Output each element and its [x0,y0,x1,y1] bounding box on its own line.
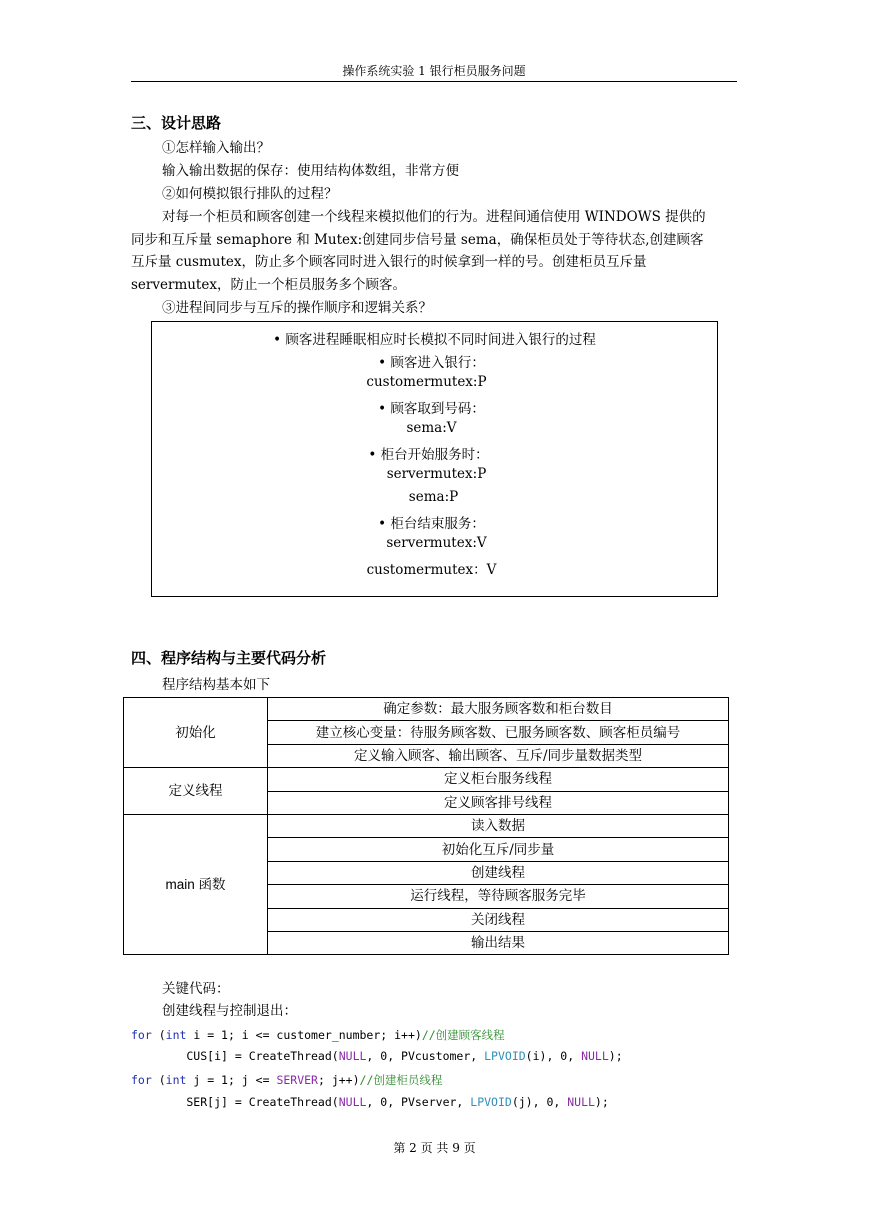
section-3-heading: 三、设计思路 [131,114,222,132]
item-cell: 初始化互斥/同步量 [268,838,729,861]
code-macro: NULL [581,1049,609,1063]
code-macro: NULL [567,1095,595,1109]
item-cell: 定义柜台服务线程 [268,768,729,791]
group-cell: main 函数 [124,814,268,954]
item-cell: 读入数据 [268,814,729,837]
item-cell: 定义顾客排号线程 [268,791,729,814]
code-text: ); [608,1049,623,1063]
page-footer: 第 2 页 共 9 页 [393,1141,476,1155]
answer-2-paragraph [131,206,737,296]
code-text: ( [151,1028,166,1042]
answer-2-line: servermutex，防止一个柜员服务多个顾客。 [131,276,406,293]
code-text: SER[j] = CreateThread( [131,1095,339,1109]
code-type: LPVOID [484,1049,526,1063]
box-line: servermutex:P [386,466,487,482]
box-line: servermutex:V [386,535,487,551]
table-row [124,768,729,791]
code-text: i = 1; i <= customer_number; i++) [186,1028,422,1042]
box-line: • 柜台结束服务： [378,516,485,532]
question-3: ③进程间同步与互斥的操作顺序和逻辑关系？ [162,300,432,316]
box-line: • 顾客进程睡眠相应时长模拟不同时间进入银行的过程 [273,332,596,348]
item-cell: 建立核心变量：待服务顾客数、已服务顾客数、顾客柜员编号 [268,721,729,744]
program-structure-table [123,697,729,955]
item-cell: 创建线程 [268,861,729,884]
code-text: CUS[i] = CreateThread( [131,1049,339,1063]
code-keyword: for [131,1073,152,1087]
answer-1: 输入输出数据的保存：使用结构体数组，非常方便 [162,163,459,179]
table-row [124,698,729,721]
header-rule [131,81,737,82]
code-keyword: int [165,1028,187,1042]
code-macro: SERVER [276,1073,318,1087]
box-line: sema:P [408,489,459,505]
code-keyword: for [131,1028,152,1042]
code-macro: NULL [338,1049,367,1063]
item-cell: 确定参数：最大服务顾客数和柜台数目 [268,698,729,721]
code-text: , 0, PVserver, [366,1095,471,1109]
code-text: (i), 0, [525,1049,582,1063]
page-header: 操作系统实验 1 银行柜员服务问题 [342,64,526,78]
box-line: customermutex：V [366,562,497,578]
key-code-label: 关键代码： [162,981,230,997]
code-comment: //创建柜员线程 [359,1073,443,1087]
code-text: ( [151,1073,166,1087]
group-cell: 初始化 [124,698,268,768]
sync-order-box [151,321,718,597]
item-cell: 定义输入顾客、输出顾客、互斥/同步量数据类型 [268,744,729,767]
question-1: ①怎样输入输出？ [162,140,270,156]
section-4-heading: 四、程序结构与主要代码分析 [131,649,327,667]
code-line-4 [131,1095,609,1109]
code-keyword: int [165,1073,187,1087]
box-line: • 顾客进入银行： [378,355,485,371]
code-line-1 [131,1027,505,1043]
item-cell: 关闭线程 [268,908,729,931]
item-cell: 运行线程，等待顾客服务完毕 [268,885,729,908]
answer-2-line: 互斥量 cusmutex，防止多个顾客同时进入银行的时候拿到一样的号。创建柜员互斥量 [131,254,647,270]
code-text: ; j++) [317,1073,360,1087]
box-line: • 柜台开始服务时： [368,447,489,463]
item-cell: 输出结果 [268,931,729,954]
box-line: • 顾客取到号码： [378,401,485,417]
code-text: ); [594,1095,609,1109]
code-type: LPVOID [470,1095,512,1109]
box-line: sema:V [406,420,457,436]
group-cell: 定义线程 [124,768,268,815]
code-text: j = 1; j <= [186,1073,277,1087]
code-text: (j), 0, [511,1095,568,1109]
question-2: ②如何模拟银行排队的过程？ [162,186,338,202]
answer-2-line: 同步和互斥量 semaphore 和 Mutex:创建同步信号量 sema，确保柜员处于等待状态,创建顾客 [131,231,704,248]
code-comment: //创建顾客线程 [421,1028,505,1042]
table-row [124,814,729,837]
code-macro: NULL [338,1095,367,1109]
box-line: customermutex:P [366,374,487,390]
code-line-2 [131,1049,623,1063]
code-text: , 0, PVcustomer, [366,1049,485,1063]
create-thread-label: 创建线程与控制退出： [162,1003,297,1019]
code-line-3 [131,1072,442,1088]
structure-intro: 程序结构基本如下 [162,677,270,693]
answer-2-line: 对每一个柜员和顾客创建一个线程来模拟他们的行为。进程间通信使用 WINDOWS 提供的 [162,209,706,225]
